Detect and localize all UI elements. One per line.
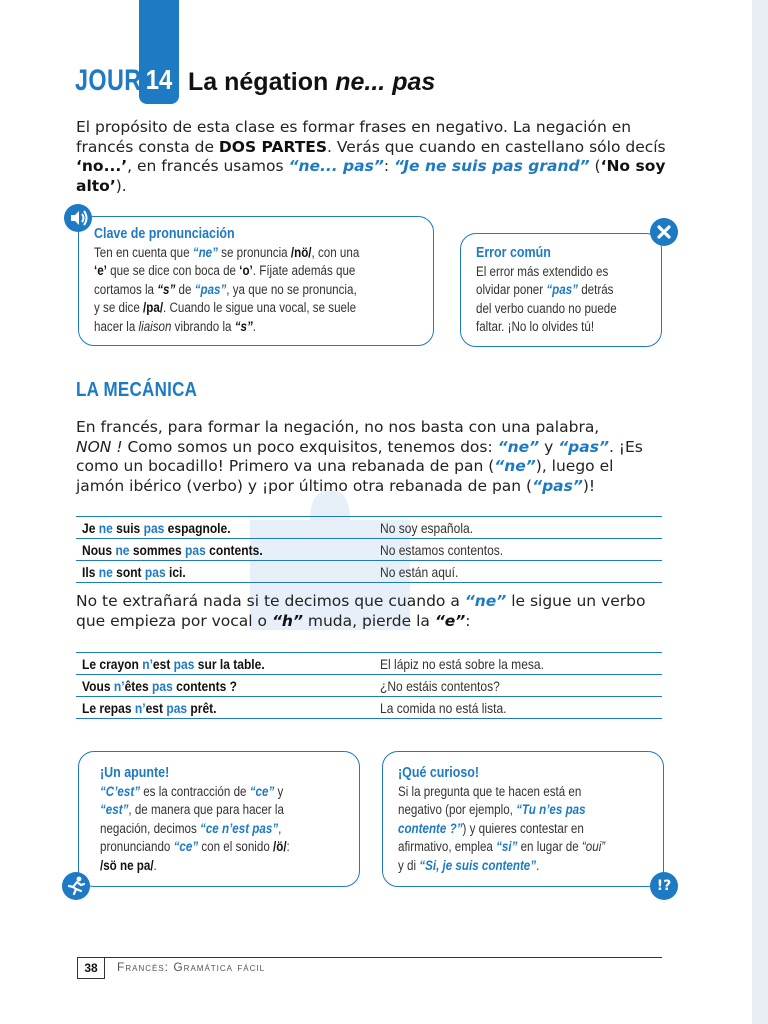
text: Vous xyxy=(82,677,114,694)
title-main: La négation xyxy=(188,68,336,96)
translation: No estamos contentos. xyxy=(380,541,504,558)
error-line xyxy=(476,281,617,300)
text: vibrando la xyxy=(171,318,235,334)
text-line xyxy=(76,477,676,497)
ne-word: ne xyxy=(115,541,130,558)
intro-bold: ‘No soy alto’ xyxy=(76,157,666,195)
text: contents. xyxy=(205,541,263,558)
error-title: Error común xyxy=(476,245,551,261)
text: que se dice con boca de xyxy=(106,263,240,278)
footer-rule xyxy=(77,957,662,958)
pronunciation-content xyxy=(94,225,359,336)
page-title xyxy=(188,68,435,97)
close-icon xyxy=(650,218,678,246)
spanish-cell xyxy=(374,675,662,697)
text: . ¡Es xyxy=(608,437,643,456)
text: hacer la xyxy=(94,318,139,334)
book-title: Francés: Gramática fácil xyxy=(117,960,266,974)
spanish-cell xyxy=(374,561,662,583)
highlight: “ce” xyxy=(249,783,275,799)
error-line: del verbo cuando no puede xyxy=(476,300,617,316)
day-number: 14 xyxy=(145,64,173,95)
ne-word: n’ xyxy=(134,699,146,716)
translation: No están aquí. xyxy=(380,563,459,580)
curioso-title: ¡Qué curioso! xyxy=(398,765,480,781)
spanish-cell xyxy=(374,539,662,561)
highlight: “C’est” xyxy=(100,783,141,799)
text: olvidar poner xyxy=(476,282,547,297)
vocal-paragraph xyxy=(76,592,676,631)
example-table-2 xyxy=(76,652,662,719)
text: . xyxy=(252,318,257,334)
text: Como somos un poco exquisitos, tenemos dos: xyxy=(122,437,498,456)
highlight: “s” xyxy=(157,281,176,297)
bold: ‘e’ xyxy=(94,263,107,278)
french-cell xyxy=(76,561,374,583)
ne-word: n’ xyxy=(142,655,153,672)
bold: /ö/ xyxy=(273,839,287,854)
french-cell xyxy=(76,697,374,719)
bold: ‘o’ xyxy=(239,263,253,278)
text: ), luego el xyxy=(535,457,614,475)
translation: No soy española. xyxy=(380,519,474,536)
highlight: “pas” xyxy=(532,476,583,495)
text: pronunciando xyxy=(100,839,174,854)
page-edge-strip xyxy=(752,0,768,1024)
highlight: “Tu n’es pas xyxy=(516,802,586,817)
text: prêt. xyxy=(187,699,217,716)
highlight: “ne” xyxy=(494,457,536,475)
text: , con una xyxy=(311,244,360,260)
text: suis xyxy=(112,519,144,536)
text: Le repas xyxy=(82,699,135,716)
table-row xyxy=(76,517,662,539)
spanish-cell xyxy=(374,517,662,539)
text: Ten en cuenta que xyxy=(94,244,193,260)
curioso-line xyxy=(398,820,605,839)
text: . xyxy=(536,857,540,873)
italic: liaison xyxy=(138,318,172,334)
text: con el sonido xyxy=(198,839,274,854)
text: . Cuando le sigue una vocal, se suele xyxy=(163,300,357,315)
curioso-line: Si la pregunta que te hacen está en xyxy=(398,783,582,799)
table-row xyxy=(76,653,662,675)
bold: /sö ne pa/ xyxy=(100,857,154,873)
apunte-content xyxy=(100,764,290,875)
highlight: “pas” xyxy=(558,437,609,456)
text: es la contracción de xyxy=(140,783,250,799)
table-row xyxy=(76,675,662,697)
error-content xyxy=(476,244,617,337)
apunte-title: ¡Un apunte! xyxy=(100,765,170,781)
text: Je xyxy=(82,519,99,536)
jour-label: JOUR xyxy=(75,64,142,97)
spanish-cell xyxy=(374,653,662,675)
text: est xyxy=(152,655,174,672)
error-line: faltar. ¡No lo olvides tú! xyxy=(476,319,595,334)
apunte-line xyxy=(100,820,290,839)
apunte-line xyxy=(100,857,290,876)
text: est xyxy=(145,699,167,716)
text: cortamos la xyxy=(94,281,158,297)
highlight: “ne” xyxy=(464,592,507,610)
text: . xyxy=(153,857,157,873)
pronunciation-line xyxy=(94,318,359,337)
text: ici. xyxy=(165,563,186,580)
text: contents ? xyxy=(172,677,238,694)
intro-highlight: “ne... pas” xyxy=(288,157,384,175)
runner-icon xyxy=(62,872,90,900)
intro-text: , en francés usamos xyxy=(127,157,289,175)
apunte-line xyxy=(100,838,290,857)
pas-word: pas xyxy=(144,563,166,580)
text: afirmativo, emplea xyxy=(398,839,497,854)
text: No te extrañará nada si te decimos que cuando a xyxy=(76,592,465,610)
translation: El lápiz no está sobre la mesa. xyxy=(380,655,544,672)
translation: ¿No estáis contentos? xyxy=(380,677,500,694)
pronunciation-line xyxy=(94,299,359,318)
intro-highlight: “Je ne suis pas grand” xyxy=(393,157,590,175)
text: y di xyxy=(398,857,420,873)
highlight: “s” xyxy=(234,318,253,334)
intro-text: ). xyxy=(115,176,127,195)
highlight: “ne” xyxy=(192,244,218,260)
table-row xyxy=(76,539,662,561)
text: muda, pierde la xyxy=(302,611,435,630)
text: Nous xyxy=(82,541,116,558)
italic: NON ! xyxy=(76,437,123,456)
curioso-line xyxy=(398,857,605,876)
text: Le crayon xyxy=(82,655,143,672)
text-line xyxy=(76,592,676,612)
text: Ils xyxy=(82,563,99,580)
highlight: “pas” xyxy=(194,281,227,297)
text: y xyxy=(274,783,284,799)
ne-word: ne xyxy=(98,519,113,536)
intro-text: : xyxy=(383,157,394,175)
spanish-cell xyxy=(374,697,662,719)
text: y se dice xyxy=(94,300,144,315)
table-row xyxy=(76,697,662,719)
bold: /nö/ xyxy=(290,244,312,260)
text-line xyxy=(76,612,676,632)
pas-word: pas xyxy=(152,677,173,694)
text: , ya que no se pronuncia, xyxy=(226,281,357,297)
intro-text: ( xyxy=(589,157,601,175)
pas-word: pas xyxy=(143,519,165,536)
text: sont xyxy=(112,563,145,580)
speaker-icon xyxy=(64,204,92,232)
intro-bold: ‘no...’ xyxy=(76,157,128,175)
curioso-line xyxy=(398,838,605,857)
translation: La comida no está lista. xyxy=(380,699,507,716)
french-cell xyxy=(76,675,374,697)
text: : xyxy=(465,611,471,630)
highlight: “ne” xyxy=(497,437,540,456)
text: , de manera que para hacer la xyxy=(128,802,284,817)
text-line: En francés, para formar la negación, no nos basta con una palabra, xyxy=(76,418,600,436)
section-heading-mecanica: LA MECÁNICA xyxy=(76,379,198,401)
ne-word: n’ xyxy=(113,677,125,694)
text: sommes xyxy=(129,541,186,558)
ne-word: ne xyxy=(98,563,113,580)
french-cell xyxy=(76,653,374,675)
text: de xyxy=(175,281,195,297)
french-cell xyxy=(76,539,374,561)
text: se pronuncia xyxy=(217,244,291,260)
pronunciation-title: Clave de pronunciación xyxy=(94,226,235,242)
table-row xyxy=(76,561,662,583)
text: negativo (por ejemplo, xyxy=(398,802,517,817)
highlight: “Si, je suis contente” xyxy=(419,857,537,873)
bold: /pa/ xyxy=(143,300,164,315)
page-number: 38 xyxy=(77,957,105,979)
text: . Fíjate además que xyxy=(252,263,356,278)
error-line: El error más extendido es xyxy=(476,263,609,279)
text-line xyxy=(76,438,676,458)
intro-text: . Verás que cuando en castellano sólo decís xyxy=(327,137,666,156)
text: que empieza por vocal o xyxy=(76,611,272,630)
pronunciation-line xyxy=(94,262,359,281)
text: ) y quieres contestar en xyxy=(462,820,584,836)
text: êtes xyxy=(124,677,153,694)
highlight: “e” xyxy=(434,611,466,630)
italic: “oui” xyxy=(581,839,606,854)
text: espagnole. xyxy=(164,519,231,536)
exclaim-question-icon: !? xyxy=(650,872,678,900)
text: le sigue un verbo xyxy=(506,592,646,610)
pas-word: pas xyxy=(166,699,188,716)
intro-paragraph xyxy=(76,118,676,196)
curioso-content xyxy=(398,764,605,875)
mecanica-paragraph xyxy=(76,418,676,496)
text: negación, decimos xyxy=(100,820,201,836)
pas-word: pas xyxy=(185,541,206,558)
highlight: “est” xyxy=(100,802,129,817)
text: )! xyxy=(582,476,596,495)
text: detrás xyxy=(577,282,614,297)
text: y xyxy=(539,437,559,456)
highlight: “ce n’est pas” xyxy=(200,820,279,836)
text: en lugar de xyxy=(517,839,582,854)
pronunciation-line xyxy=(94,244,359,263)
apunte-line xyxy=(100,783,290,802)
french-cell xyxy=(76,517,374,539)
highlight: “h” xyxy=(271,611,303,630)
text: como un bocadillo! Primero va una rebanada de pan ( xyxy=(76,457,495,475)
pronunciation-line xyxy=(94,281,359,300)
text: jamón ibérico (verbo) y ¡por último otra rebanada de pan ( xyxy=(76,476,533,495)
example-table-1 xyxy=(76,516,662,583)
text: sur la table. xyxy=(194,655,265,672)
highlight: “pas” xyxy=(546,282,578,297)
title-italic: ne... pas xyxy=(335,68,436,96)
highlight: contente ?” xyxy=(398,820,463,836)
intro-text: El propósito de esta clase es formar frases en negativo. La negación en francés consta de xyxy=(76,118,632,156)
text: : xyxy=(286,839,290,854)
apunte-line xyxy=(100,801,290,820)
curioso-line xyxy=(398,801,605,820)
text: , xyxy=(278,820,282,836)
intro-bold: DOS PARTES xyxy=(218,137,328,156)
highlight: “si” xyxy=(496,839,518,854)
text-line xyxy=(76,457,676,477)
highlight: “ce” xyxy=(173,839,199,854)
pas-word: pas xyxy=(173,655,195,672)
